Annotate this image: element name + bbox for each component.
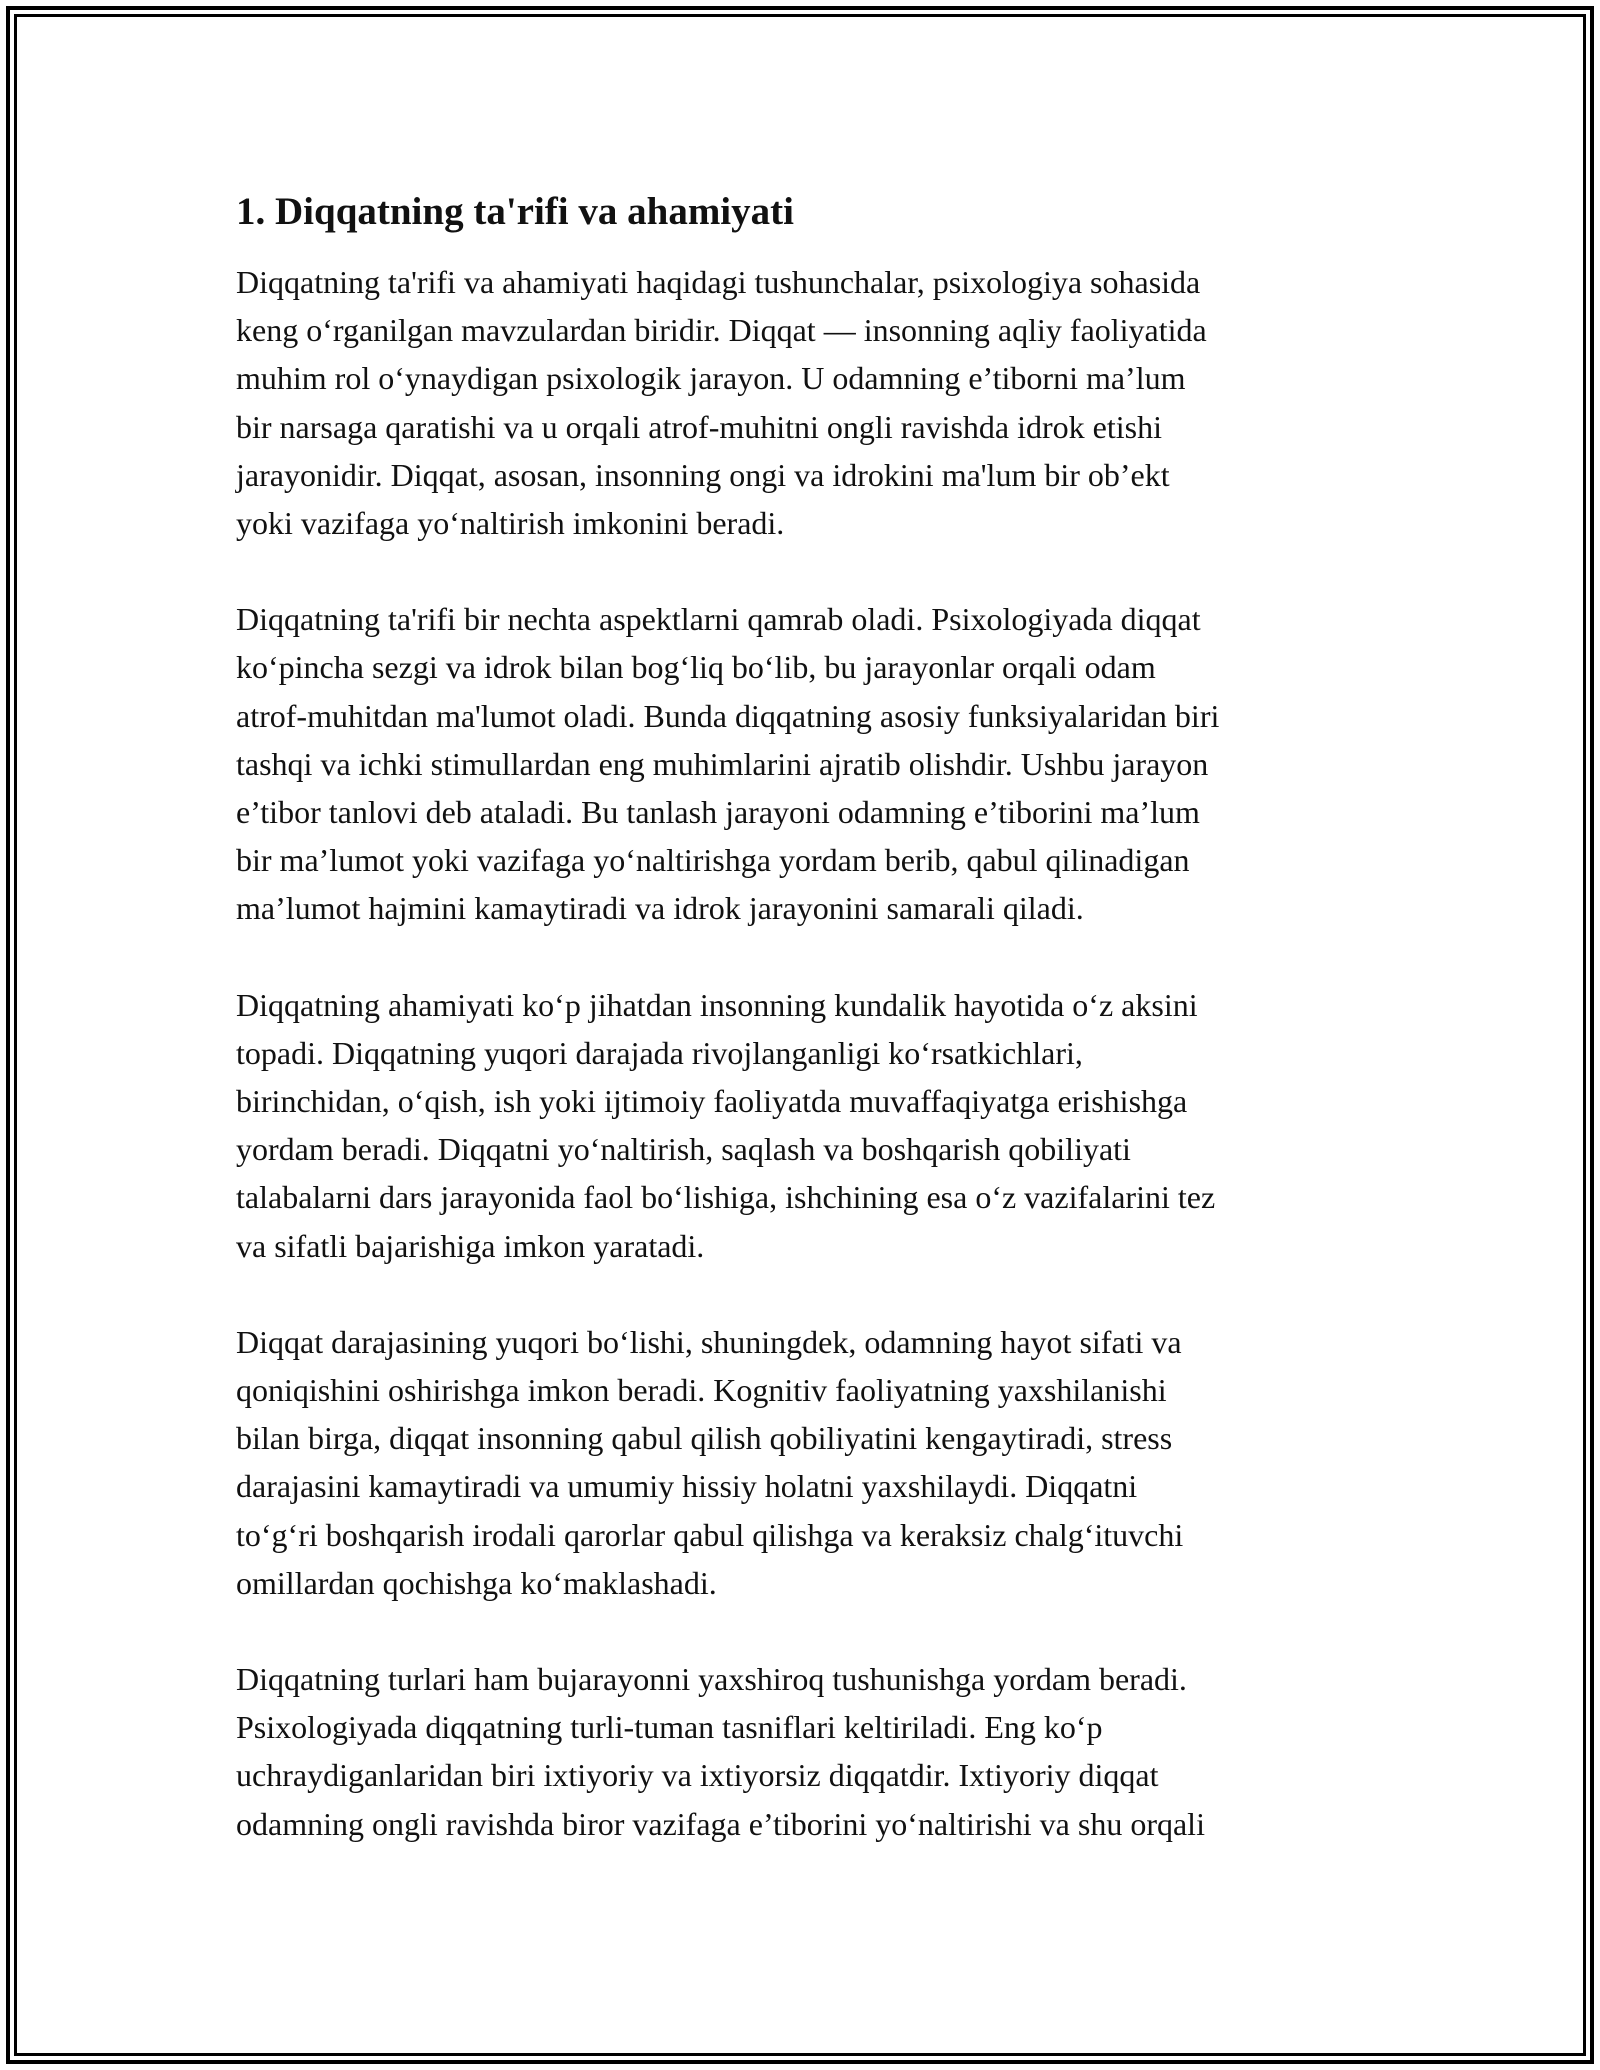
text-line: ma’lumot hajmini kamaytiradi va idrok jarayonini samarali qiladi. <box>236 890 1084 927</box>
text-line: odamning ongli ravishda biror vazifaga e’tiborini yo‘naltirishi va shu orqali <box>236 1805 1205 1842</box>
text-line: talabalarni dars jarayonida faol bo‘lishiga, ishchining esa o‘z vazifalarini tez <box>236 1179 1216 1216</box>
text-line: Diqqatning ta'rifi va ahamiyati haqidagi tushunchalar, psixologiya sohasida <box>236 264 1201 300</box>
text-line: keng o‘rganilgan mavzulardan biridir. Diqqat — insonning aqliy faoliyatida <box>236 312 1207 349</box>
text-line: yoki vazifaga yo‘naltirish imkonini beradi. <box>236 505 785 542</box>
text-line: atrof-muhitdan ma'lumot oladi. Bunda diqqatning asosiy funksiyalaridan biri <box>236 697 1220 734</box>
text-line: topadi. Diqqatning yuqori darajada rivojlanganligi ko‘rsatkichlari, <box>236 1034 1083 1071</box>
paragraph-4 <box>236 1318 1376 1607</box>
paragraph-3 <box>236 981 1376 1270</box>
text-line: qoniqishini oshirishga imkon beradi. Kognitiv faoliyatning yaxshilanishi <box>236 1372 1167 1409</box>
text-line: darajasini kamaytiradi va umumiy hissiy holatni yaxshilaydi. Diqqatni <box>236 1468 1138 1505</box>
paragraph-1 <box>236 258 1376 547</box>
text-line: Psixologiyada diqqatning turli-tuman tasniflari keltiriladi. Eng ko‘p <box>236 1709 1103 1746</box>
text-line: bilan birga, diqqat insonning qabul qilish qobiliyatini kengaytiradi, stress <box>236 1420 1173 1457</box>
section-heading: 1. Diqqatning ta'rifi va ahamiyati <box>236 190 794 233</box>
text-line: muhim rol o‘ynaydigan psixologik jarayon. U odamning e’tiborni ma’lum <box>236 360 1186 397</box>
text-line: tashqi va ichki stimullardan eng muhimlarini ajratib olishdir. Ushbu jarayon <box>236 745 1209 782</box>
text-line: uchraydiganlaridan biri ixtiyoriy va ixtiyorsiz diqqatdir. Ixtiyoriy diqqat <box>236 1757 1159 1794</box>
text-line: bir narsaga qaratishi va u orqali atrof-muhitni ongli ravishda idrok etishi <box>236 408 1162 445</box>
text-line: yordam beradi. Diqqatni yo‘naltirish, saqlash va boshqarish qobiliyati <box>236 1131 1131 1168</box>
paragraph-2 <box>236 595 1376 932</box>
text-line: Diqqatning ta'rifi bir nechta aspektlarni qamrab oladi. Psixologiyada diqqat <box>236 601 1201 638</box>
text-line: Diqqatning turlari ham bujarayonni yaxshiroq tushunishga yordam beradi. <box>236 1661 1187 1698</box>
text-line: jarayonidir. Diqqat, asosan, insonning ongi va idrokini ma'lum bir ob’ekt <box>236 456 1170 493</box>
text-line: e’tibor tanlovi deb ataladi. Bu tanlash jarayoni odamning e’tiborini ma’lum <box>236 794 1200 831</box>
text-line: va sifatli bajarishiga imkon yaratadi. <box>236 1227 705 1264</box>
text-line: Diqqat darajasining yuqori bo‘lishi, shuningdek, odamning hayot sifati va <box>236 1323 1182 1360</box>
document-body <box>236 186 1376 1896</box>
text-line: to‘g‘ri boshqarish irodali qarorlar qabul qilishga va keraksiz chalg‘ituvchi <box>236 1516 1184 1553</box>
text-line: Diqqatning ahamiyati ko‘p jihatdan insonning kundalik hayotida o‘z aksini <box>236 986 1198 1023</box>
text-line: bir ma’lumot yoki vazifaga yo‘naltirishga yordam berib, qabul qilinadigan <box>236 842 1190 879</box>
paragraph-5 <box>236 1655 1376 1848</box>
text-line: omillardan qochishga ko‘maklashadi. <box>236 1564 717 1601</box>
text-line: ko‘pincha sezgi va idrok bilan bog‘liq bo‘lib, bu jarayonlar orqali odam <box>236 649 1156 686</box>
text-line: birinchidan, o‘qish, ish yoki ijtimoiy faoliyatda muvaffaqiyatga erishishga <box>236 1083 1188 1120</box>
